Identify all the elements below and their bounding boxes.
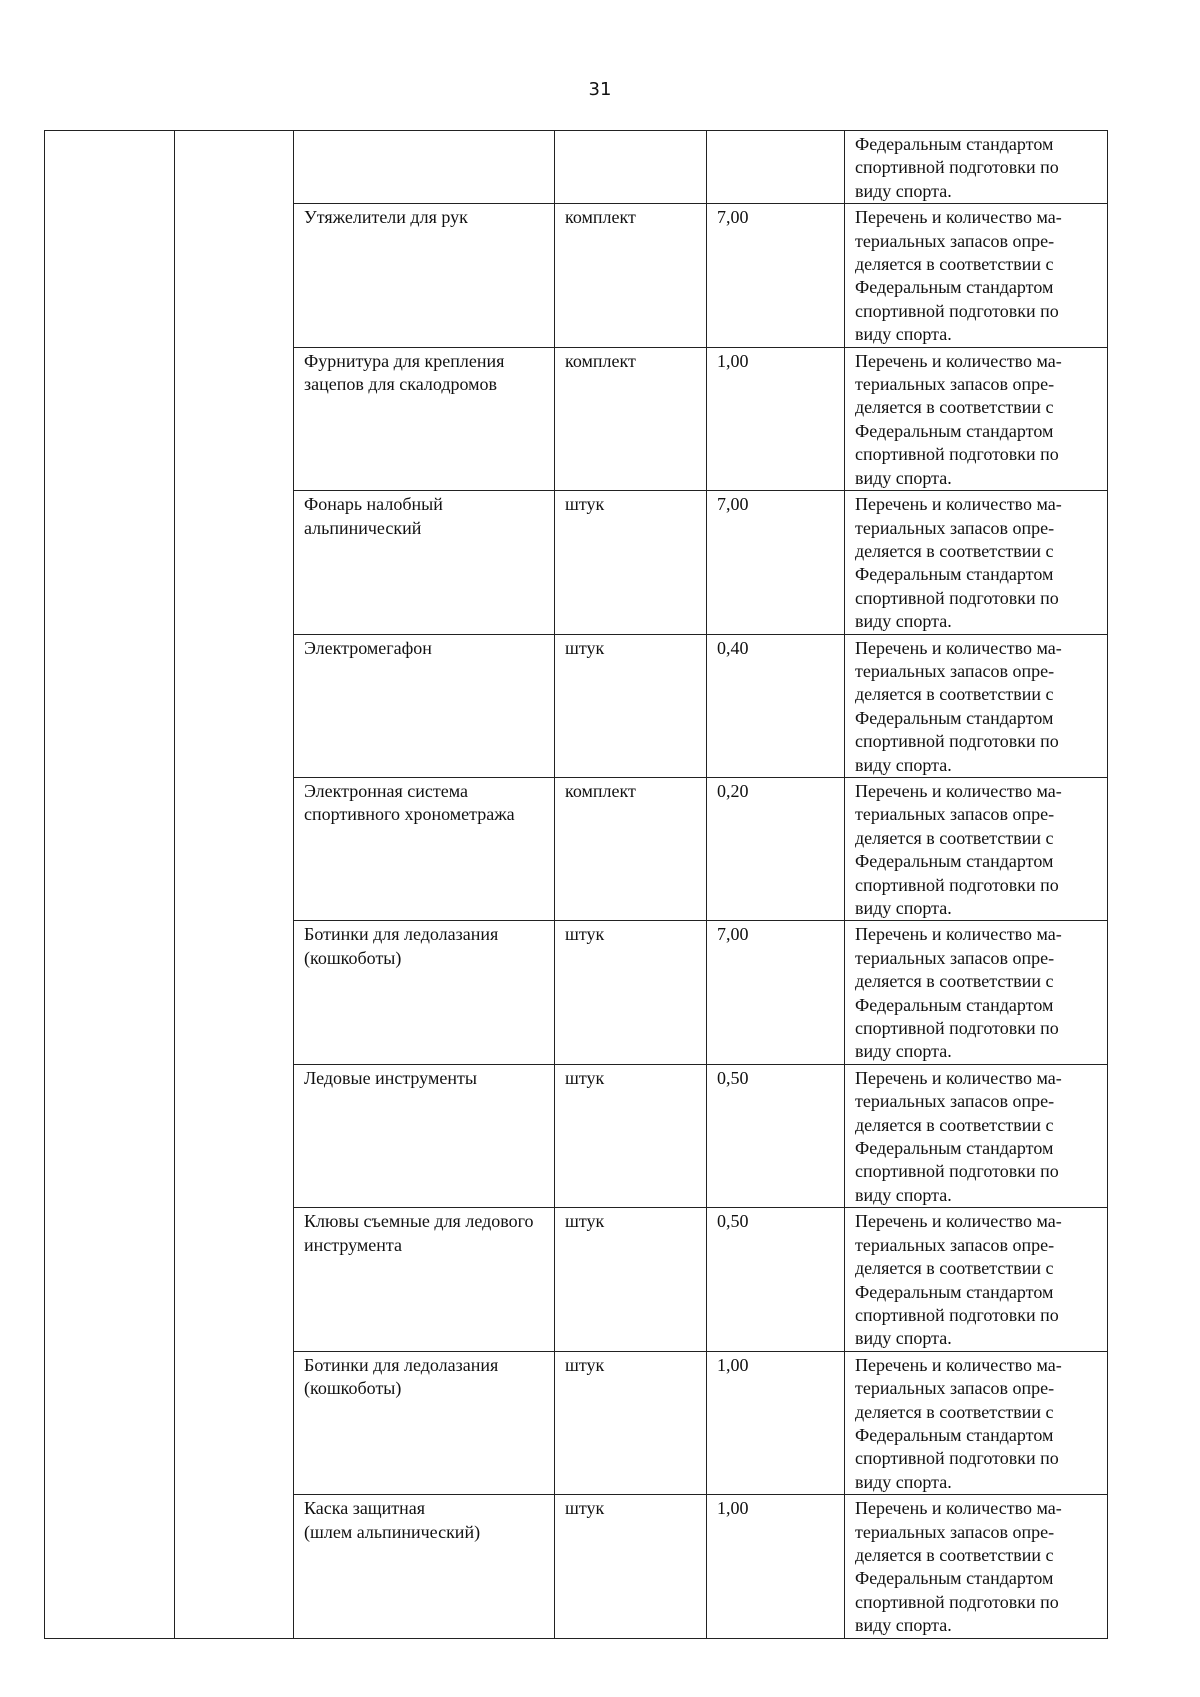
table-row [45,131,1108,204]
unit-cell: штук [555,921,707,1064]
unit-cell: комплект [555,777,707,920]
unit-cell: штук [555,1064,707,1207]
quantity-cell: 1,00 [707,1351,845,1494]
item-name-cell: Ботинки для ледолазания (кошкоботы) [294,921,555,1064]
item-name-cell: Ледовые инструменты [294,1064,555,1207]
item-name-cell: Фонарь налобный альпинический [294,491,555,634]
quantity-cell: 0,50 [707,1064,845,1207]
note-cell: Федеральным стандартом спортивной подготовки по виду спорта. [845,131,1108,204]
quantity-cell: 7,00 [707,491,845,634]
note-cell: Перечень и количество ма- териальных запасов опре- деляется в соответствии с Федеральным стандартом спортивной подготовки по виду спорта. [845,1208,1108,1351]
unit-cell [555,131,707,204]
quantity-cell: 7,00 [707,204,845,347]
page-number: 31 [588,79,612,100]
quantity-cell: 0,50 [707,1208,845,1351]
item-name-cell: Фурнитура для крепления зацепов для скалодромов [294,347,555,490]
item-name-cell: Ботинки для ледолазания (кошкоботы) [294,1351,555,1494]
unit-cell: штук [555,1208,707,1351]
unit-cell: штук [555,1495,707,1638]
note-cell: Перечень и количество ма- териальных запасов опре- деляется в соответствии с Федеральным стандартом спортивной подготовки по виду спорта. [845,634,1108,777]
unit-cell: комплект [555,347,707,490]
item-name-cell: Каска защитная (шлем альпинический) [294,1495,555,1638]
item-name-cell [294,131,555,204]
note-cell: Перечень и количество ма- териальных запасов опре- деляется в соответствии с Федеральным стандартом спортивной подготовки по виду спорта. [845,491,1108,634]
quantity-cell: 1,00 [707,347,845,490]
merged-column-2 [175,131,294,1639]
note-cell: Перечень и количество ма- териальных запасов опре- деляется в соответствии с Федеральным стандартом спортивной подготовки по виду спорта. [845,204,1108,347]
note-cell: Перечень и количество ма- териальных запасов опре- деляется в соответствии с Федеральным стандартом спортивной подготовки по виду спорта. [845,1064,1108,1207]
merged-column-1 [45,131,175,1639]
quantity-cell: 0,20 [707,777,845,920]
unit-cell: штук [555,1351,707,1494]
item-name-cell: Клювы съемные для ледового инструмента [294,1208,555,1351]
note-cell: Перечень и количество ма- териальных запасов опре- деляется в соответствии с Федеральным стандартом спортивной подготовки по виду спорта. [845,1495,1108,1638]
unit-cell: штук [555,634,707,777]
note-cell: Перечень и количество ма- териальных запасов опре- деляется в соответствии с Федеральным стандартом спортивной подготовки по виду спорта. [845,921,1108,1064]
unit-cell: штук [555,491,707,634]
note-cell: Перечень и количество ма- териальных запасов опре- деляется в соответствии с Федеральным стандартом спортивной подготовки по виду спорта. [845,347,1108,490]
quantity-cell: 0,40 [707,634,845,777]
quantity-cell: 1,00 [707,1495,845,1638]
item-name-cell: Электронная система спортивного хронометража [294,777,555,920]
item-name-cell: Электромегафон [294,634,555,777]
quantity-cell: 7,00 [707,921,845,1064]
quantity-cell [707,131,845,204]
note-cell: Перечень и количество ма- териальных запасов опре- деляется в соответствии с Федеральным стандартом спортивной подготовки по виду спорта. [845,777,1108,920]
note-cell: Перечень и количество ма- териальных запасов опре- деляется в соответствии с Федеральным стандартом спортивной подготовки по виду спорта. [845,1351,1108,1494]
unit-cell: комплект [555,204,707,347]
equipment-table [44,130,1108,1639]
item-name-cell: Утяжелители для рук [294,204,555,347]
